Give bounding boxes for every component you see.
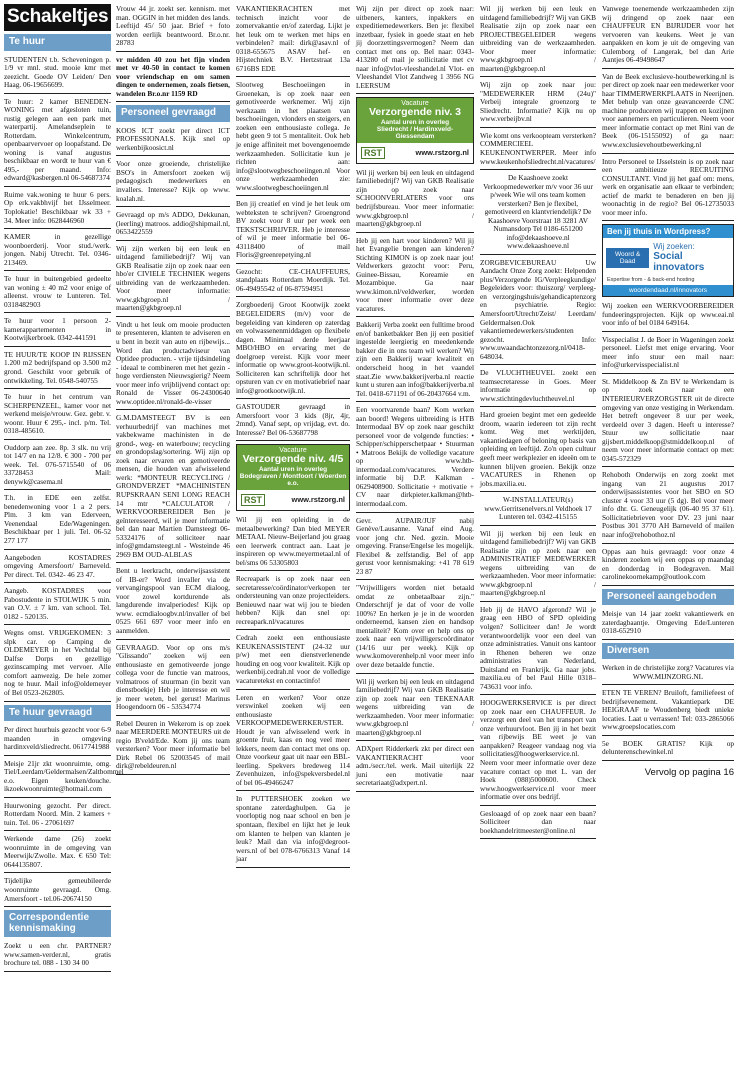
classified-ad: Ouddorp aan zee. 8p. 3 slk. nu vrij tot 14/7 en na 12/8. € 300 - 700 per week. Tel. 076-5715540 of 06 33728453 Mail: denywk@casema.nl: [4, 443, 111, 491]
banner-title: Verzorgende niv. 4/5: [242, 453, 344, 466]
classified-ad: Wil jij werken bij een leuk en uitdagend familiebedrijf? Wij van GKB Realisatie zijn op zoek naar een PROJECTBEGELEIDER wegens uitbreiding van de werkzaamheden. Voor meer informatie: www.gkbgroep.nl / maarten@gkbgroep.nl: [480, 4, 596, 77]
classified-ad: Wil jij werken bij een leuk en uitdagend familiebedrijf? Wij van GKB Realisatie zijn op zoek naar een ADMINISTRATIEF MEDEWERKER wegens uitbreiding van de werkzaamheden. Voor meer informatie: www.gkbgroep.nl / maarten@gkbgroep.nl: [480, 529, 596, 602]
banner-kicker: Vacature: [401, 100, 429, 108]
classified-ad: ZORGBEVICEBUREAU Uw Aandacht Onze Zorg zoekt: Helpenden plus/Verzorgende IG/Verpleegkundige/ Begeleiders voor: thuiszorg/ verpleeg- en verzorgingshuis/gehandicaptenzorg en psychiatrie. Regio: Amersfoort/Utrecht/Zeist/ Leerdam/ Geldermalsen.Ook vakantiemedewerkers/studenten gezocht. Info: www.uwaandachtonzezorg.nl/0418-648034.: [480, 258, 596, 365]
wp-banner-small: Expertise from - & back-end hosting: [607, 277, 695, 284]
wp-banner-body: [603, 238, 733, 277]
wordpress-banner: [602, 224, 734, 297]
classified-ad: Intro Personeel te IJsselstein is op zoek naar een ambitieuze RECRUITING CONSULTANT. Vind jij het gaaf om: mens, werk en organisatie aan elkaar te verbinden; actief de markt te benaderen en ben jij woonachtig in de regio? Bel 06-12735033 voor meer info.: [602, 157, 734, 222]
wp-banner-header: Ben jij thuis in Wordpress?: [603, 225, 733, 238]
classified-ad: GEVRAAGD. Voor op ons m/s "Glissando" zoeken wij een enthousiaste en gemotiveerde jonge collega voor de functie van matroos, volmatroos of stuurman (in bezit van dienstboekje) Heb je interesse en wil je meer weten, bel gerust! Marinus Hoogendoorn 06 - 53534774: [116, 643, 230, 716]
classified-ad: Per direct huurhuis gezocht voor 6-9 maanden in omgeving hardinxveld/sliedrecht. 0617741988: [4, 725, 111, 756]
classified-ad: ADXpert Ridderkerk zkt per direct een VAKANTIEKRACHT voor adm./secr./tel. werk. Mail uiterlijk 22 juni een motivatie naar secretariaat@adxpert.nl.: [356, 744, 474, 792]
classified-ad: KOOS ICT zoekt per direct ICT PROFESSIONALS. Kijk snel op werkenbijkoosict.nl: [116, 126, 230, 157]
classified-ad: STUDENTEN t.b. Scheveningen p. 1/9 vr mnl. stud. mooie kmr met zeezicht. Goede OV Leiden/ Den Haag. 06-19656699.: [4, 55, 111, 94]
classified-ad: HOOGWERKSERVICE is per direct op zoek naar een CHAUFFEUR. Je verzorgt een deel van het transport van onze verhuurvloot. Ben jij in het bezit van rijbewijs BE weet je van aanpakken? Reageer vandaag nog via sollicitaties@hoogwerkservice.nl. Neem voor meer informatie over deze vacature contact op met L. van der Hoek (088)5000600. Check www.hoogwerkservice.nl voor meer informatie over ons bedrijf.: [480, 698, 596, 805]
classified-ad: Te huur in het centrum van SCHERPENZEEL, kamer voor net werkend meisje/vrouw. Gez. gebr. v. woonr. Huur € 295,- incl. p/m. Tel. 0318-485610.: [4, 392, 111, 440]
classified-ad: Een voortvarende baan? Kom werken aan boord! Wegens uitbreiding is HTB Intermodaal BV op zoek naar geschikt personeel voor de volgende functies: • Schipper/schipperschetpaar • Stuurman • Matroos Bekijk de volledige vacature op www.htb-intermodaal.com/vacatures. Verdere informatie bij D.P. Kalkman - 0629408900. Sollicitatie + motivatie + CV naar dirkpieter.kalkman@htb-intermodaal.com.: [356, 405, 474, 512]
rst-logo-icon: RST: [361, 147, 385, 159]
column-6: [602, 4, 734, 1064]
vacature-banner: [236, 444, 350, 511]
section-header-te-huur-gevraagd: Te huur gevraagd: [4, 705, 111, 722]
section-header-personeel-aangeboden: Personeel aangeboden: [602, 589, 734, 606]
classified-ad: Wij zijn per direct op zoek naar: uitbeners, kanters, inpakkers en expeditiemedewerkers. Ben je: flexibel inzetbaar, fysiek in goede staat en heb jij doorzettingsvermogen? Neem dan contact met ons op. Bel naar: 0343-413280 of mail je sollicitatie met cv naar info@vlot-vleeshandel.nl Vlot- en Vleeshandel Vlot Zandweg 1 3956 NG LEERSUM: [356, 4, 474, 94]
classified-ad: Vrouw 44 jr. zoekt ser. kennism. met man. OGGIN in het midden des lands. Leeftijd 45/ 50 jaar. Brief + foto worden eerlijk beantwoord. Br.o.nr. 28783: [116, 4, 230, 52]
classified-ad: Wil jij werken bij een leuk en uitdagend familiebedrijf? Wij van GKB Realisatie zijn op zoek naar SCHOONVERLATERS voor ons bedrijfsbureau. Voor meer informatie: www.gkbgroep.nl / maarten@gkbgroep.nl: [356, 168, 474, 233]
classified-ad: Leren en werken? Voor onze verswinkel zoeken wij een enthousiaste VERKOOPMEDEWERKER/STER. Houdt je van afwisselend werk in groente fruit, kaas en nog veel meer lekkers, neem dan contact met ons op. Onze voorkeur gaat uit naar een BBL-leerling. Spekvers bredeweg 114 Zevenhuizen, info@spekversbedel.nl of bel 06-49466247: [236, 693, 350, 792]
classified-ad: 5e BOEK GRATIS? Kijk op delunterenschewinkel.nl: [602, 739, 734, 761]
classified-ad: Wij zijn werken bij een leuk en uitdagend familiebedrijf? Wij van GKB Realisatie zijn op zoek naar een hbo'er CIVIELE TECHNIEK wegens uitbreiding van de werkzaamheden. Voor meer informatie: www.gkbgroep.nl / maarten@gkbgroep.nl: [116, 244, 230, 317]
classified-ad: Vanwege toenemende werkzaamheden zijn wij dringend op zoek naar een CHAUFFEUR EN BIJRIJDER voor het vervoeren van keukens. Weet je van aanpakken en kom je uit de omgeving van Culemborg of Langerak, bel dan Arie Aantjes 06-49498647: [602, 4, 734, 69]
banner-url[interactable]: www.rstzorg.nl: [415, 148, 469, 158]
classified-ad: Werkende dame (26) zoekt woonruimte in de omgeving van Meerwijk/Zwolle. Max. € 650 Tel: 0644135807.: [4, 834, 111, 873]
classified-ad: Werken in de christelijke zorg? Vacatures via WWW.MIJNZORG.NL: [602, 663, 734, 685]
classified-ad: Wie komt ons verkoopteam versterken? COMMERCIEEL KEUKENONTWERPER. Meer info www.keukenhofsliedrecht.nl/vacatures/: [480, 131, 596, 170]
classified-ad: Bent u leerkracht, onderwijsassistent of IB-er? Word invaller via de vervangingspool van ECM dialoog, voor zowel kortdurende als langdurende invalperiodes! Kijk op www. ecmdialoogbv.nl/invaller of bel 0525 661 697 voor meer info en aanmelden.: [116, 566, 230, 639]
column-3: [236, 4, 350, 1064]
classified-ad: Vindt u het leuk om mooie producten te presenteren, klanten te adviseren en u bent in bezit van auto en rijbewijs... Word dan productadviseur van Optidee producten. - vrije tijdsindeling - ideaal te combineren met het gezin - hoge verdiensten Nieuwsgierig? Neem voor meer info vrijblijvend contact op: Ronald de Visser 06-24300640 www.optidee.nl/ronald-de-visser: [116, 320, 230, 410]
section-header-te-huur: Te huur: [4, 34, 111, 51]
classified-ad: Cedrah zoekt een enthousiaste KEUKENASSISTENT (24-32 uur p/w) met een dienstverlenende houding en oog voor kwaliteit. Kijk op werkenbij.cedrah.nl voor de volledige vacaturetekst en contactinfo!: [236, 633, 350, 689]
classified-ad: Oppas aan huis gevraagd: voor onze 4 kinderen zoeken wij een oppas op maandag en donderdag in Bodegraven. Mail carolinekoornekamp@outlook.com: [602, 547, 734, 586]
classified-ad: De Kaashoeve zoekt Verkoopmedewerker m/v voor 36 uur p/week Wie wil ons team komen versterken? Ben je flexibel, gemotiveerd en klantvriendelijk? De Kaashoeve Voorstraat 18 3281 AV Numansdorp Tel 0186-651200 info@dekaashoeve.nl www.dekaashoeve.nl: [480, 173, 596, 255]
banner-kicker: Vacature: [279, 447, 307, 455]
classified-ad: "Vrijwilligers worden niet betaald omdat ze onbetaalbaar zijn." Onderschrijf je dat of voor de volle 100%? En herken je je in de woorden onderneemd, kansen zien en handsop mentaliteit? Kom over en help ons op zoek naar een vrijwilligerscoördinator (14/16 uur per week). Kijk op www.komoverenhelp.nl voor meer info over deze betaalde functie.: [356, 583, 474, 673]
classified-ad: Wij zijn op zoek naar jou: "MEDEWERKER HRM (24u)" Verbeij integrale groenzorg te Sliedrecht. Informatie? Kijk nu op www.verbeijbv.nl: [480, 80, 596, 128]
classified-ad: Rebel Deuren in Wekerom is op zoek naar MEERDERE MONTEURS uit de regio B'veld/Ede. Kom jij ons team versterken? Voor meer informatie bel Dirk Rebel 06 52003545 of mail dirk@rebeldeuren.nl: [116, 719, 230, 775]
banner-location: Bodegraven / Montfoort / Woerden e.o.: [239, 472, 347, 487]
classified-ad: Wegns omst. VRIJGEKOMEN: 3 slpk car. op Camping de OLDEMEYER in het Vechtdal bij Dalfse Dorps en gezellige gezinscamping met vervoer. Alle comfort aanwezig. De hele zomer nog te huur. Mail info@oldemeyer of Bel 0523-262805.: [4, 628, 111, 701]
classified-ad: Ruime vak.woning te huur 6 pers. Op erk.vakbhvijf het IJsselmeer. Toplokatie! Beschikbaar wk 33 + 34. Meer info: 0628446960: [4, 190, 111, 229]
banner-location: Sliedrecht / Hardinxveld-Giessendam: [376, 125, 454, 140]
classified-ad: Van de Beek exclusieve-houtbewerking.nl is per direct op zoek naar een medewerker voor haar TIMMERWERKPLAATS in Neerijnen. Met behulp van onze geavanceerde CNC machine produceren wij trappen en kozijnen voor aannemers en particulieren. Neem voor meer informatie contact op met Rini van de Beek (06-15155092) of ga naar: www.exclusievehoutbewerking.nl: [602, 72, 734, 154]
classified-ad: vr midden 40 zou het fijn vinden met vr 40-50 in contact te komen voor vriendschap en om samen dingen te ondernemen, zoals fietsen, wandelen Br.o.nr 1159 RD: [116, 55, 230, 103]
classified-ad: KAMER in gezellige woonboerderij. Voor stud./werk. jongen. Nabij Utrecht. Tel. 0346-213469.: [4, 232, 111, 271]
banner-footer: [357, 143, 473, 163]
wp-banner-line1: Wij zoeken:: [653, 242, 695, 252]
classified-ad: Meisje van 14 jaar zoekt vakantiewerk en zaterdagbaantje. Omgeving Ede/Lunteren 0318-652910: [602, 609, 734, 640]
classified-ad: GASTOUDER gevraagd in Amersfoort voor 3 kids (8jr, 4jr, 2mnd). Vanaf sept, op vrijdag, evt. do. Interesse? Bel 06-53687798: [236, 402, 350, 441]
section-masthead: Schakeltjes: [4, 4, 111, 31]
banner-title: Verzorgende niv. 3: [368, 106, 461, 119]
classified-ad: TE HUUR/TE KOOP IN RIJSSEN 1.200 m2 bedrijfspand op 3.500 m2 grond. Geschikt voor gebruik of ontwikkeling. Tel. 0548-540755: [4, 350, 111, 389]
classified-ad: Aangeboden KOSTADRES omgeving Amersfoort/ Barneveld. Per direct. Tel. 0342- 46 23 47.: [4, 553, 111, 584]
classified-ad: G.M.DAMSTEEGT BV is een verhuurbedrijf van machines met vakbekwame machinisten in de grond-, weg- en waterbouw; recycling en grondopslag/sortering. Wij zijn op zoek naar ervaren en gemotiveerde mensen, die houden van afwisselend werk: *MONTEUR RECYCLING / GRONDVERZET *MACHINISTEN RUPSKRAAN SENI LONG REACH 14 mtr *CALCULATOR / WERKVOORBEREIDER Ben je geïnteresseerd, wil je meer informatie bel dan naar Martien Damsteegt 06-53324176 of solliciteer naar info@gmdamsteegt.nl - Westeinde 46 2969 BM OUD-ALBLAS: [116, 413, 230, 563]
classified-ad: Te huur: 2 kamer BENEDEN-WONING met afgesloten tuin, rustig gelegen aan een park met waterpartij. Amelandseplein te Rotterdam. Winkelcentrum, openbaarvervoer op loopafstand. De woning is vanaf augustus beschikbaar en wordt te huur van € 495,- per maand. Info: edward@kasbergen.nl 06-54687374: [4, 97, 111, 187]
banner-subtitle: Aantal uren in overleg: [258, 465, 328, 473]
wp-banner-url[interactable]: woordendaad.nl/innovators: [603, 285, 733, 296]
rst-logo-icon: RST: [241, 494, 265, 506]
classified-ad: In PUTTERSHOEK zoeken we spontane zaterdaghulpen. Ga je voorloptig nog naar school en ben je spontaan, flexibel en lijkt het je leuk om klanten te helpen van klanten je leuk? Mail dan via info@degroot-wers.nl of bel 078-6766313 Vanaf 14 jaar: [236, 794, 350, 867]
classified-ad: Gesloaagd of op zoek naar een baan? Solliciteer dan naar boekhandelritmeester@online.nl: [480, 809, 596, 840]
column-5: [480, 4, 596, 1064]
classified-ad: T.h. in EDE een zelfst. benedenwoning voor 1 a 2 pers. Plm. 3 km van Ederveen, Veenendaal Ede/Wageningen. Beschikbaar per 1 juli. Tel. 06-52 277 177: [4, 493, 111, 549]
classified-ad: Meisje 21jr zkt woonruimte, omg. Tiel/Leerdam/Geldermalsen/Zaltbommel e.o. Eigen keuken/douche. ikzoekwoonruimte@hotmail.com: [4, 759, 111, 798]
wp-banner-text: [653, 242, 730, 273]
section-header-personeel-gevraagd: Personeel gevraagd: [116, 105, 230, 122]
classified-ad: Zoekt u een chr. PARTNER? www.samen-verder.nl, gratis brochure tel. 088 - 130 34 00: [4, 941, 111, 972]
column-2: [116, 4, 230, 1064]
section-header-diversen: Diversen: [602, 643, 734, 660]
classified-ad: De VLUCHTHEUVEL zoekt een teamsecretaresse in Goes. Meer informatie op www.stichtingdevluchtheuvel.nl: [480, 368, 596, 407]
classified-ad: Te huur voor 1 persoon 2-kamerappartementen in Kootwijkerbroek. 0342-441591: [4, 316, 111, 347]
classified-ad: Huurwoning gezocht. Per direct. Rotterdam Noord. Min. 2 kamers + tuin. Tel. 06 - 27061697: [4, 801, 111, 832]
classified-ad: Wij zoeken een WERKVOORBEREIDER fundeeringsprojecten. Kijk op www.eai.nl voor info of bel 0184 649164.: [602, 301, 734, 332]
classified-ad: Slootweg Beschoeiingen in Groenekan, is op zoek naar een gemotiveerde werknemer. Wij zijn werkzaam in het plaatsen van beschoeiingen, vlonders en steigers, en zoeken een enthousiaste collega. Je hebt geen 9 tot 5 mentaliteit. Ook heb je enige affiniteit met bovengenoemde werkzaamheden. Sollicitatie kun je richten aan: info@slootwegbeschoeiingen.nl Voor onze werkzaamheden zie: www.slootwegbeschoeiingen.nl: [236, 80, 350, 196]
classified-ad: Recreapark is op zoek naar een secretaresse/coördinator/verkopen ter ondersteuning van onze projectleiders. Benieuwd naar wat wij jou te bieden hebben? Kijk dan snel op: recreapark.nl/vacatures: [236, 574, 350, 630]
banner-header: [237, 445, 349, 490]
classified-ad: Rehoboth Onderwijs en zorg zoekt met ingang van 21 augustus 2017 onderwijsassistentes voor het SBO en SO cluster 4 voor 33 uur (5 dg). Bel voor meer info dhr. G. Geneugelijk (06-40 95 37 61). Sollicitatiebrieven voor DV. 23 juni naar Postbus 301 3770 AH Barneveld of mailen naar info@rehobothoz.nl: [602, 470, 734, 543]
classified-ad: Heb jij de HAVO afgerond? Wil je graag een HBO of SPD opleiding volgen? Solliciteer dan! Je wordt verantwoordelijk voor een deel van onze administraties. Vanuit ons kantoor in Rhenen beheren we onze administraties van Nederland, Duitsland en Frankrijk. Ga naar jobs. maxilia.eu of bel Paul Hille 0318–743631 voor info.: [480, 605, 596, 695]
banner-footer: [237, 490, 349, 510]
classified-ad: Wil jij werken bij een leuk en uitdagend familiebedrijf? Wij van GKB Realisatie zijn op zoek naar een TEKENAAR wegens uitbreiding van de werkzaamheden. Voor meer informatie: www.gkbgroep.nl / maarten@gkbgroep.nl: [356, 677, 474, 742]
classified-ad: Gevr. AUPAIR/JUF nabij Genève/Lausanne. Vanaf eind Aug. voor jong chr. Ned. gezin. Mooie omgeving. Franse/Engelse les mogelijk. Flexibel & zelfstandig. Bel of app gerust voor kennismaking: +41 78 619 23 87: [356, 516, 474, 581]
page-continuation-note: Vervolg op pagina 16: [644, 767, 734, 778]
column-4: [356, 4, 474, 1064]
classified-ad: Gezocht: CE-CHAUFFEURS, standplaats Rotterdam Moerdijk. Tel. 06-49495542 of 06-87594951: [236, 267, 350, 298]
classified-ad: Zorgboederij Groot Kootwijk zoekt BEGELEIDERS (m/v) voor de begeleiding van kinderen op zaterdag en volwassenenmiddagen op flexibele dagen. Minimaal derde leerjaar MBO/HBO en ervaring met de doelgroep vereist. Kijk voor meer informatie op www.groot-kootwijk.nl. Solliciteren kan schriftelijk door het opsturen van cv en motivatiebrief naar info@grootkootwijk.nl.: [236, 300, 350, 399]
classified-ad: Ben jij creatief en vind je het leuk om webteksten te schrijven? Groengrond BV zoekt voor 8 uur per week een TEKSTSCHRIJVER. Heb je interesse of wil je meer informatie bel 06-43118400 of mail Floris@greenrepetying.nl: [236, 199, 350, 264]
column-1: [4, 4, 124, 1064]
classified-ad: W-INSTALLATEUR(s) www.Gerritsenelvers.nl Veldhoek 17 Lunteren tel. 0342-415155: [480, 495, 596, 526]
classified-ad: ETEN TE VEREN? Bruiloft, familiefeest of bedrijfsevenement. Vakantiepark DE HEIGRAAF te Woudenberg biedt unieke locaties. Laat u verrassen! Tel: 033-2865066 www.groepslocaties.com: [602, 688, 734, 736]
banner-subtitle: Aantal uren in overleg: [380, 118, 450, 126]
classified-ad: VAKANTIEKRACHTEN met technisch inzicht voor de zomervakantie en/of zaterdag. Lijkt je het leuk om te werken met hips en verbindelen? mail: dirk@asav.nl of 0318-655675 ASAV hef- en Hijstechniek B.V. Hertzstraat 13a 6716BS EDE: [236, 4, 350, 77]
classified-ad: Hard groeien begint met een gedeelde droom, waarin iedereen tot zijn recht komt. Weg met werktijden, vakantiedagen of beloning op basis van opleiding en leeftijd. Zo'n open cultuur geeft meer werkplezier en ideeën om te kunnen blijven groeien. Bekijk onze VACATURES in Rhenen op jobs.maxilia.eu.: [480, 410, 596, 492]
woord-en-daad-logo-icon: Woord & Daad: [606, 248, 649, 268]
classified-ad: Bakkerij Verba zoekt een fulltime brood en/of banketbakker Ben jij een positief ingestelde leergierig en meedenkende bakker die in ons team wil werken? Wij zijn een Bakkerij waar kwaliteit en onderscheid hoog in het vaandel staat.Zie www.bakkerijverba.nl reactie kunt u sturen aan info@bakkerijverba.nl Tel. 0418-671191 of 06-20437664 v.m.: [356, 320, 474, 402]
classified-ad: Wil jij een opleiding in de metaalbewerking? Dan bied MEYER METAAL Nieuw-Beijerland jou graag een leerwerk contract aan. Laat je inspireren op www.meyermetaal.nl of bel/sms 06 53305803: [236, 515, 350, 571]
wp-banner-line2: Social innovators: [653, 251, 705, 274]
classified-ad: Visspecialist J. de Boer in Wageningen zoekt personeel. Liefst met enige ervaring. Voor meer info stuur een mail naar: info@urkervisspecialist.nl: [602, 335, 734, 374]
banner-header: [357, 98, 473, 143]
section-header-correspondentie: Correspondentie kennismaking: [4, 910, 111, 937]
banner-url[interactable]: www.rstzorg.nl: [291, 495, 345, 505]
classified-ad: Te huur in buitengebied gedeelte van woning ± 40 m2 voor enige of alleenst. vrouw te Lunteren. Tel. 0318482903: [4, 274, 111, 313]
classified-ad: Aangeb. KOSTADRES voor Pabostudente in STOLWIJK 5 min. van O.V. ± 7 km. van school. Tel. 0182 - 520135.: [4, 586, 111, 625]
classified-ad: Gevraagd op m/s ADDO, Dekkunan, (leerling) matroos. addio@shipmail.nl, 0653422559: [116, 210, 230, 241]
classified-ad: Tijdelijke gemeubileerde woonruimte gevraagd. Omg. Amersfoort - tel.06-20674150: [4, 876, 111, 907]
vacature-banner: [356, 97, 474, 164]
classified-ad: Heb jij een hart voor kinderen? Wil jij het Evangelie brengen aan kinderen? Stichting KIMON is op zoek naar jou! Veldwerkers gezocht voor: Peru, Guinee-Bissau, Koreamie en Mozambique. Ga naar www.kimon.nl/veldwerker, worden voor meer informatie over deze vacatures.: [356, 236, 474, 318]
classified-ad: St. Middelkoop & Zn BV te Werkendam is op zoek naar een INTERIEURVERZORGSTER uit de directe omgeving van onze vestiging in Werkendam. Het betreft ongeveer 8 uur per week, verdeeld over 3 dagen. Heeft u interesse? Stuur uw sollicitatie naar gijsbert.middelkoop@stmiddelkoop.nl of neem voor meer informatie contact op met: 0345-572329: [602, 377, 734, 467]
classified-ad: Voor onze groeiende, christelijke BSO's in Amersfoort zoeken wij pedagogisch medewerkers en invallers. Interesse? Kijk op www. koalah.nl.: [116, 159, 230, 207]
